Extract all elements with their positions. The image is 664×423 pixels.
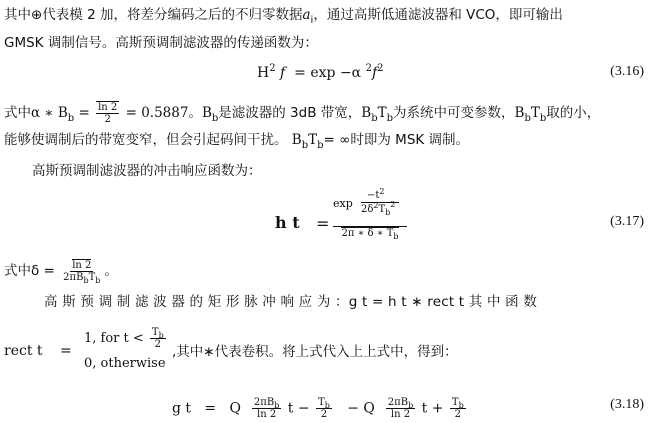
eq316-f2-sup: 2 xyxy=(377,63,384,74)
para2-sqrt-num: ln 2 xyxy=(98,102,118,113)
para2-b-sub: b xyxy=(67,113,75,124)
para2-t-sub: b xyxy=(386,113,394,124)
para2-value: = 0.5887。 xyxy=(125,105,202,121)
eq317-inner-den-sup: 2 xyxy=(373,201,379,210)
eq317-numerator xyxy=(333,187,407,222)
eq318-tb2-sub: b xyxy=(458,401,464,410)
eq318-frac2-den-text: ln 2 xyxy=(390,409,411,420)
para2-eq: = xyxy=(78,105,90,121)
eq318-frac1-num-text: 2πB xyxy=(253,397,275,408)
eq318-frac1-num-sub: b xyxy=(274,401,280,410)
eq318-tb1-den: 2 xyxy=(320,409,328,420)
eq318-tb2-num xyxy=(450,397,466,409)
para4-frac xyxy=(61,260,102,283)
eq318-frac1-den-text: ln 2 xyxy=(257,409,277,420)
eq317-den-text: 2π ∗ δ ∗ T xyxy=(341,228,394,239)
para2-bb: B xyxy=(201,105,212,121)
eq318-frac1-den xyxy=(255,409,278,420)
eq318-tb1-num xyxy=(316,397,332,409)
para2-prefix: 式中 xyxy=(4,105,31,121)
eq317-exp: exp xyxy=(333,197,353,210)
para3-line: 高斯预调制滤波器的冲击响应函数为： xyxy=(32,163,262,179)
para2-sqrt-den: 2 xyxy=(104,114,111,125)
rect-case1-den: 2 xyxy=(154,339,161,350)
var-a-sub: i xyxy=(310,15,314,26)
eq318-lhs: g t xyxy=(172,400,192,417)
eq317-fraction xyxy=(333,187,407,241)
equation-3-16 xyxy=(257,64,384,84)
rect-case1-num-sub: b xyxy=(158,331,164,340)
para1-line1 xyxy=(4,6,563,26)
eq317-inner-den xyxy=(361,200,396,217)
eq318-minus-q: − Q xyxy=(347,400,375,417)
eq318-q1: Q xyxy=(229,400,241,417)
para2-text4: = ∞时即为 MSK 调制。 xyxy=(323,132,470,148)
eq316-lhs: H xyxy=(257,65,270,81)
eq317-denominator xyxy=(333,228,407,240)
equation-3-18 xyxy=(172,397,468,420)
rect-case1 xyxy=(84,327,168,350)
para2-text1: 是滤波器的 3dB 带宽， xyxy=(218,105,362,121)
rect-case1-num-t: T xyxy=(151,327,159,338)
eq316-eq: = xyxy=(294,65,306,81)
eq318-tb2-den: 2 xyxy=(454,409,461,420)
eq316-minus: − xyxy=(339,65,352,81)
para4-den-t: T xyxy=(88,271,96,283)
para4-sqrt-num: ln 2 xyxy=(72,259,92,271)
rect-case1-num xyxy=(150,327,166,339)
equation-number-3-16: (3.16) xyxy=(610,64,644,79)
eq318-eq: = xyxy=(204,400,217,417)
para1-text-a: 其中⊕代表模 2 加，将差分编码之后的不归零数据 xyxy=(4,7,303,23)
para4-den-sub1: b xyxy=(83,275,89,285)
rect-lhs: rect t xyxy=(4,343,43,359)
para2-text2: 为系统中可变参数， xyxy=(393,105,515,121)
eq318-t2: t + xyxy=(421,400,444,417)
para5-line: 高 斯 预 调 制 滤 波 器 的 矩 形 脉 冲 响 应 为 ：g t = h t ∗ rect t 其 中 函 数 xyxy=(44,294,538,310)
eq317-inner-den-t: T xyxy=(378,204,386,215)
para2-sqrt-frac xyxy=(96,101,119,125)
eq317-inner-den-text: 2δ xyxy=(361,204,374,215)
eq317-eq: = xyxy=(316,214,330,233)
eq318-frac2-num-text: 2πB xyxy=(387,397,409,408)
para2-line1: 式中α ∗ $B_b$ = $\frac{\ln 2}{2}$ = 0.5887。$B_b$是滤波器的 3dB 带宽，$B_bT_b$为系统中可变参数，$B_bT_b$取的小， xyxy=(4,102,601,125)
eq318-tb1-t: T xyxy=(318,397,325,408)
para4-frac-num xyxy=(70,260,93,272)
eq318-tb1 xyxy=(316,397,332,420)
eq318-tb2-t: T xyxy=(451,397,459,408)
para2-line2-text: 能够使调制后的带宽变窄，但会引起码间干扰。 xyxy=(4,132,288,148)
rect-case1-text: 1, for t < xyxy=(84,331,144,346)
para4-suffix: 。 xyxy=(104,263,118,279)
para2-text3: 取的小， xyxy=(546,105,601,121)
eq316-alpha-sup: 2 xyxy=(365,63,372,74)
eq317-inner-den-tsup: 2 xyxy=(390,200,396,209)
eq316-f2: f xyxy=(371,65,378,81)
para1-line2: GMSK 调制信号。高斯预调制滤波器的传递函数为： xyxy=(4,35,318,51)
eq318-frac2 xyxy=(386,397,415,420)
para4-line xyxy=(4,258,118,284)
equation-number-3-18: (3.18) xyxy=(610,397,644,412)
eq316-lhs-sup: 2 xyxy=(269,63,276,74)
eq318-tb1-sub: b xyxy=(324,401,330,410)
para4-den: 2πB xyxy=(63,271,84,283)
eq317-inner-num-sup: 2 xyxy=(379,187,385,196)
eq316-f: f xyxy=(280,65,286,81)
eq317-inner-num-text: −t xyxy=(367,190,380,201)
rect-case2: 0, otherwise xyxy=(84,356,166,371)
eq317-den-sub: b xyxy=(393,232,399,241)
para2-bt: B xyxy=(361,105,372,121)
var-a: a xyxy=(302,7,311,23)
para2-alpha-b: α ∗ B xyxy=(31,105,68,121)
eq317-lhs: h t xyxy=(275,213,300,232)
para4-prefix: 式中δ = xyxy=(4,263,55,279)
para2-t: T xyxy=(377,105,387,121)
eq317-inner-den-tsub: b xyxy=(385,208,391,217)
eq318-t1: t − xyxy=(287,400,310,417)
rect-after: ,其中∗代表卷积。将上式代入上上式中，得到： xyxy=(172,344,458,360)
para2-line2: 能够使调制后的带宽变窄，但会引起码间干扰。 $B_bT_b=$ ∞时即为 MSK 调制。 xyxy=(4,132,470,151)
para4-frac-den xyxy=(61,272,102,283)
eq318-tb2 xyxy=(450,397,466,420)
eq318-frac2-den xyxy=(389,409,412,420)
para2-bb-sub: b xyxy=(211,113,219,124)
equation-number-3-17: (3.17) xyxy=(610,214,644,229)
eq316-alpha: α xyxy=(351,65,362,81)
rect-eq: = xyxy=(60,343,72,359)
para2-bt-sub: b xyxy=(371,113,378,124)
rect-case1-frac xyxy=(150,327,166,350)
eq318-frac2-num-sub: b xyxy=(408,401,414,410)
para4-den-sub2: b xyxy=(95,275,101,285)
para1-text-b: ，通过高斯低通滤波器和 VCO，即可输出 xyxy=(313,7,563,23)
eq316-exp: exp xyxy=(310,65,336,81)
eq318-frac1 xyxy=(252,397,281,420)
